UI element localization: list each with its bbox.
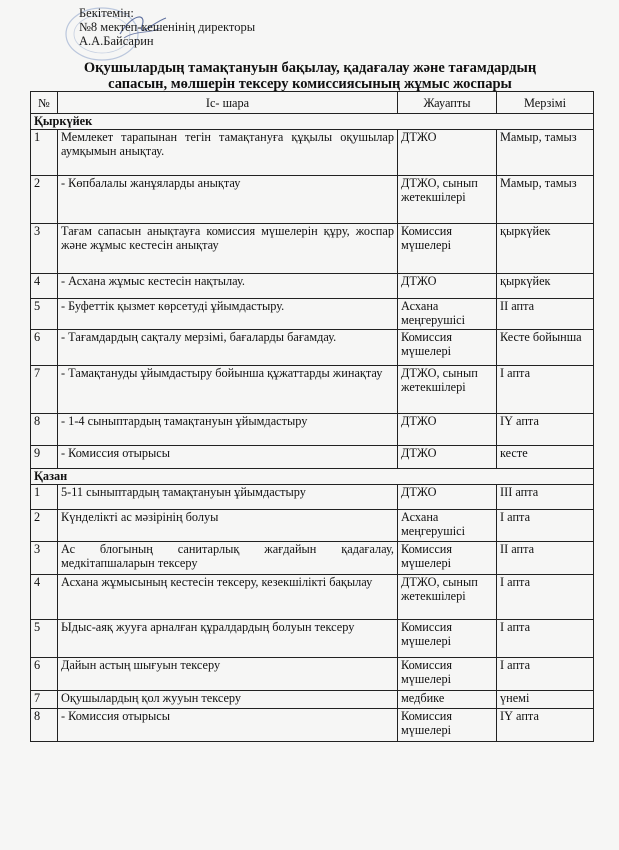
row-activity: 5-11 сыныптардың тамақтануын ұйымдастыру [58, 485, 398, 510]
title-line-2: сапасын, мөлшерін тексеру комиссиясының жұмыс жоспары [108, 76, 512, 92]
approval-label: Бекітемін: [79, 6, 134, 20]
title-line-1: Оқушылардың тамақтануын бақылау, қадағалау және тағамдардың [83, 60, 537, 76]
table-header-row [31, 92, 594, 114]
header-responsible: Жауапты [398, 92, 497, 114]
row-num: 7 [31, 366, 58, 414]
table-row [31, 709, 594, 742]
row-activity: - Көпбалалы жанұяларды анықтау [58, 176, 398, 224]
row-deadline: кесте [497, 446, 594, 469]
row-responsible: ДТЖО [398, 485, 497, 510]
row-deadline: қыркүйек [497, 274, 594, 299]
row-activity: Оқушылардың қол жууын тексеру [58, 691, 398, 709]
table-row [31, 691, 594, 709]
document-title [60, 60, 560, 92]
row-deadline: үнемі [497, 691, 594, 709]
approval-block [79, 6, 255, 48]
row-num: 4 [31, 575, 58, 620]
row-num: 7 [31, 691, 58, 709]
row-deadline: ІҮ апта [497, 709, 594, 742]
row-activity: Тағам сапасын анықтауға комиссия мүшелерін құру, жоспар және жұмыс кестесін анықтау [58, 224, 398, 274]
row-num: 1 [31, 485, 58, 510]
row-num: 5 [31, 620, 58, 658]
row-responsible: Асхана меңгерушісі [398, 510, 497, 542]
row-responsible: Комиссия мүшелері [398, 542, 497, 575]
row-responsible: ДТЖО, сынып жетекшілері [398, 176, 497, 224]
row-num: 6 [31, 330, 58, 366]
row-responsible: ДТЖО [398, 446, 497, 469]
row-num: 1 [31, 130, 58, 176]
row-activity: - Комиссия отырысы [58, 446, 398, 469]
row-responsible: ДТЖО [398, 274, 497, 299]
table-row [31, 446, 594, 469]
table-row [31, 510, 594, 542]
row-deadline: қыркүйек [497, 224, 594, 274]
row-responsible: ДТЖО [398, 414, 497, 446]
section-name: Қыркүйек [31, 114, 594, 130]
table-row [31, 274, 594, 299]
table-row [31, 130, 594, 176]
row-activity: Ас блогының санитарлық жағдайын қадағалау, медкітапшаларын тексеру [58, 542, 398, 575]
row-responsible: Комиссия мүшелері [398, 224, 497, 274]
table-row [31, 330, 594, 366]
row-num: 6 [31, 658, 58, 691]
section-row [31, 469, 594, 485]
row-num: 2 [31, 176, 58, 224]
row-responsible: Комиссия мүшелері [398, 709, 497, 742]
row-activity: Дайын астың шығуын тексеру [58, 658, 398, 691]
row-deadline: ІІ апта [497, 542, 594, 575]
row-activity: - Тамақтануды ұйымдастыру бойынша құжаттарды жинақтау [58, 366, 398, 414]
table-row [31, 658, 594, 691]
row-num: 8 [31, 709, 58, 742]
row-deadline: І апта [497, 620, 594, 658]
table-row [31, 620, 594, 658]
row-responsible: Комиссия мүшелері [398, 620, 497, 658]
header-num: № [31, 92, 58, 114]
row-deadline: І апта [497, 658, 594, 691]
table-row [31, 414, 594, 446]
table-row [31, 366, 594, 414]
header-activity: Іс- шара [58, 92, 398, 114]
row-activity: - Буфеттік қызмет көрсетуді ұйымдастыру. [58, 299, 398, 330]
row-deadline: І апта [497, 575, 594, 620]
row-num: 8 [31, 414, 58, 446]
row-num: 4 [31, 274, 58, 299]
row-responsible: ДТЖО, сынып жетекшілері [398, 366, 497, 414]
row-activity: - 1-4 сыныптардың тамақтануын ұйымдастыру [58, 414, 398, 446]
row-activity: Мемлекет тарапынан тегін тамақтануға құқылы оқушылар аумқымын анықтау. [58, 130, 398, 176]
section-row [31, 114, 594, 130]
row-num: 2 [31, 510, 58, 542]
header-deadline: Мерзімі [497, 92, 594, 114]
row-deadline: Мамыр, тамыз [497, 176, 594, 224]
row-deadline: І апта [497, 510, 594, 542]
row-num: 9 [31, 446, 58, 469]
row-activity: Асхана жұмысының кестесін тексеру, кезекшілікті бақылау [58, 575, 398, 620]
row-responsible: Асхана меңгерушісі [398, 299, 497, 330]
row-responsible: медбике [398, 691, 497, 709]
plan-table [30, 91, 594, 742]
row-deadline: І апта [497, 366, 594, 414]
row-responsible: Комиссия мүшелері [398, 658, 497, 691]
row-responsible: ДТЖО [398, 130, 497, 176]
approval-director-name: А.А.Байсарин [79, 34, 154, 48]
row-activity: - Комиссия отырысы [58, 709, 398, 742]
approval-position: №8 мектеп-кешенінің директоры [79, 20, 256, 34]
row-num: 5 [31, 299, 58, 330]
row-responsible: Комиссия мүшелері [398, 330, 497, 366]
row-activity: - Асхана жұмыс кестесін нақтылау. [58, 274, 398, 299]
row-num: 3 [31, 224, 58, 274]
row-activity: Ыдыс-аяқ жууға арналған құралдардың болуын тексеру [58, 620, 398, 658]
table-row [31, 575, 594, 620]
row-deadline: Кесте бойынша [497, 330, 594, 366]
table-row [31, 299, 594, 330]
row-activity: - Тағамдардың сақталу мерзімі, бағаларды бағамдау. [58, 330, 398, 366]
row-activity: Күнделікті ас мәзірінің болуы [58, 510, 398, 542]
table-row [31, 176, 594, 224]
row-deadline: ІІІ апта [497, 485, 594, 510]
row-deadline: ІҮ апта [497, 414, 594, 446]
row-num: 3 [31, 542, 58, 575]
row-deadline: Мамыр, тамыз [497, 130, 594, 176]
section-name: Қазан [31, 469, 594, 485]
row-deadline: ІІ апта [497, 299, 594, 330]
table-row [31, 542, 594, 575]
row-responsible: ДТЖО, сынып жетекшілері [398, 575, 497, 620]
table-row [31, 485, 594, 510]
table-row [31, 224, 594, 274]
